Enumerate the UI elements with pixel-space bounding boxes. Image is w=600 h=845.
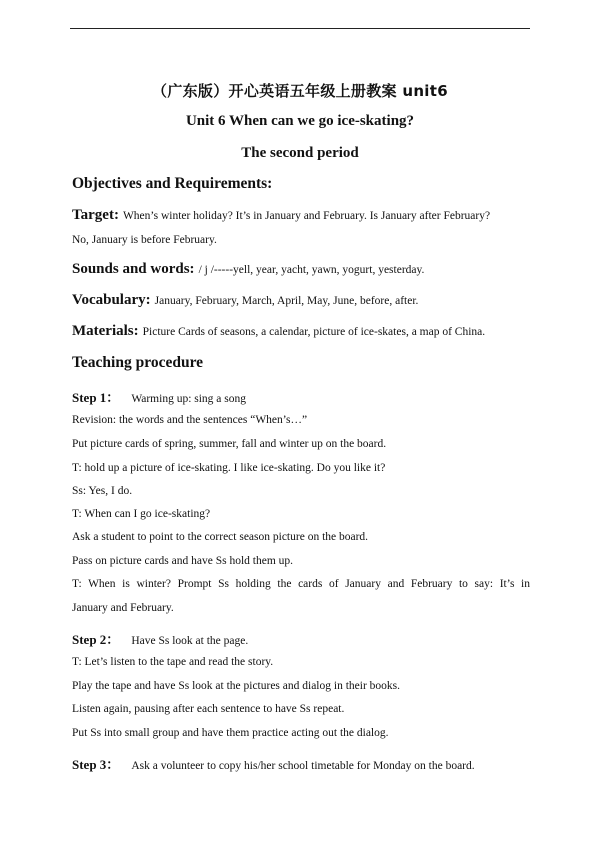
objectives-heading: Objectives and Requirements: (72, 175, 273, 192)
step1-line (72, 387, 530, 406)
materials-line (72, 323, 530, 340)
step1-text: Warming up: sing a song (131, 393, 247, 405)
step1-wrap-line-2: January and February. (72, 602, 174, 614)
step2-line-2: Play the tape and have Ss look at the pictures and dialog in their books. (72, 680, 400, 692)
step1-line-6: Ask a student to point to the correct season picture on the board. (72, 531, 369, 543)
step1-line-5: T: When can I go ice-skating? (72, 508, 211, 520)
header-rule (70, 28, 530, 29)
step1-line-3: T: hold up a picture of ice-skating. I like ice-skating. Do you like it? (72, 462, 386, 474)
step2-text: Have Ss look at the page. (131, 635, 249, 647)
step1-wrap-line-1: T: When is winter? Prompt Ss holding the cards of January and February to say: It’s in (72, 578, 530, 590)
step2-line (72, 629, 530, 648)
target-label: Target: (72, 207, 119, 223)
document-title-cn: （广东版）开心英语五年级上册教案 unit6 (152, 82, 448, 100)
procedure-heading: Teaching procedure (72, 354, 204, 371)
step1-line-2: Put picture cards of spring, summer, fall and winter up on the board. (72, 438, 387, 450)
step2-line-3: Listen again, pausing after each sentence to have Ss repeat. (72, 703, 345, 715)
step3-text: Ask a volunteer to copy his/her school timetable for Monday on the board. (131, 760, 475, 772)
sounds-text: / j /-----yell, year, yacht, yawn, yogurt, yesterday. (198, 264, 425, 276)
materials-label: Materials: (72, 323, 139, 339)
vocabulary-label: Vocabulary: (72, 292, 151, 308)
period-title: The second period (241, 145, 359, 161)
step2-line-1: T: Let’s listen to the tape and read the story. (72, 656, 274, 668)
materials-text: Picture Cards of seasons, a calendar, picture of ice-skates, a map of China. (142, 326, 486, 338)
vocabulary-line (72, 292, 530, 309)
step1-line-1: Revision: the words and the sentences “When’s…” (72, 414, 308, 426)
target-text: When’s winter holiday? It’s in January and February. Is January after February? (122, 210, 491, 222)
sounds-line (72, 261, 530, 278)
step1-line-4: Ss: Yes, I do. (72, 485, 133, 497)
unit-title: Unit 6 When can we go ice-skating? (185, 113, 415, 129)
vocabulary-text: January, February, March, April, May, June, before, after. (154, 295, 419, 307)
sounds-label: Sounds and words: (72, 261, 195, 277)
step1-label: Step 1： (72, 390, 120, 405)
target-line (72, 207, 530, 224)
step2-label: Step 2： (72, 632, 120, 647)
step3-line (72, 754, 530, 773)
step2-line-4: Put Ss into small group and have them practice acting out the dialog. (72, 727, 389, 739)
target-text-cont: No, January is before February. (72, 234, 217, 246)
step1-line-7: Pass on picture cards and have Ss hold them up. (72, 555, 294, 567)
step3-label: Step 3： (72, 757, 120, 772)
